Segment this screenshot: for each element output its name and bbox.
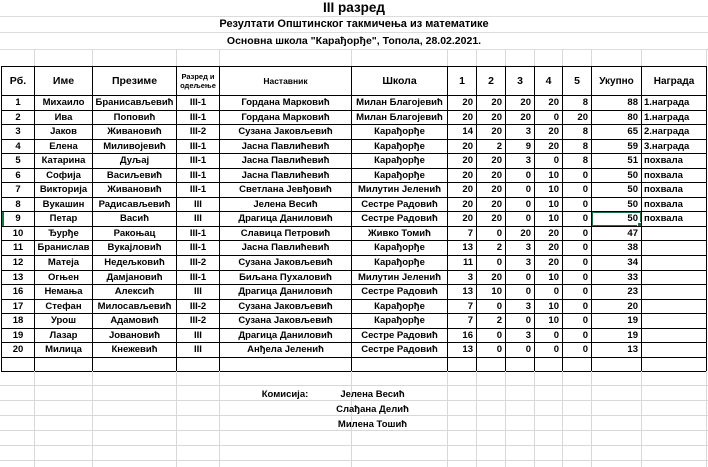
cell[interactable]: 20 xyxy=(535,226,563,241)
header-cell-skola[interactable]: Школа xyxy=(352,67,448,96)
cell[interactable]: Карађорђе xyxy=(352,241,448,256)
cell[interactable]: 0 xyxy=(477,343,506,358)
cell[interactable]: Недељковић xyxy=(93,256,177,271)
table-row xyxy=(2,314,707,329)
cell[interactable]: III-2 xyxy=(177,125,220,140)
cell[interactable]: Сузана Јаковљевић xyxy=(220,125,352,140)
cell[interactable]: 0 xyxy=(535,343,563,358)
cell[interactable]: 3.награда xyxy=(642,139,707,154)
cell[interactable]: Драгица Даниловић xyxy=(220,285,352,300)
cell[interactable]: 23 xyxy=(592,285,642,300)
header-cell-task2[interactable]: 2 xyxy=(477,67,506,96)
cell[interactable] xyxy=(93,357,177,372)
cell[interactable]: 0 xyxy=(506,343,535,358)
cell[interactable]: 20 xyxy=(477,183,506,198)
table-row xyxy=(2,110,707,125)
cell[interactable]: 80 xyxy=(592,110,642,125)
cell[interactable]: Дуљај xyxy=(93,154,177,169)
cell[interactable]: Радисављевић xyxy=(93,197,177,212)
cell[interactable] xyxy=(352,357,448,372)
cell[interactable]: Сестре Радовић xyxy=(352,343,448,358)
cell[interactable]: III-1 xyxy=(177,183,220,198)
cell[interactable]: 10 xyxy=(535,314,563,329)
cell[interactable]: 9 xyxy=(506,139,535,154)
cell[interactable]: Сузана Јаковљевић xyxy=(220,299,352,314)
cell[interactable]: Јовановић xyxy=(93,328,177,343)
cell[interactable]: Викторија xyxy=(35,183,93,198)
cell[interactable]: похвала xyxy=(642,168,707,183)
table-row xyxy=(2,125,707,140)
cell[interactable]: 7 xyxy=(448,299,477,314)
cell[interactable]: 20 xyxy=(448,96,477,111)
cell[interactable] xyxy=(563,357,592,372)
cell[interactable] xyxy=(642,270,707,285)
cell[interactable] xyxy=(535,357,563,372)
cell[interactable]: Сестре Радовић xyxy=(352,285,448,300)
cell[interactable]: Јасна Павлићевић xyxy=(220,154,352,169)
cell[interactable]: 3 xyxy=(506,328,535,343)
cell[interactable]: Кнежевић xyxy=(93,343,177,358)
cell[interactable]: 0 xyxy=(506,197,535,212)
cell[interactable]: Живко Томић xyxy=(352,226,448,241)
cell[interactable]: Миливојевић xyxy=(93,139,177,154)
cell[interactable]: Драгица Даниловић xyxy=(220,212,352,227)
results-body xyxy=(2,96,707,372)
cell[interactable]: 0 xyxy=(563,299,592,314)
cell[interactable] xyxy=(642,299,707,314)
row-number-cell[interactable]: 2 xyxy=(2,110,35,125)
cell[interactable]: Светлана Јевђовић xyxy=(220,183,352,198)
cell[interactable]: 0 xyxy=(563,285,592,300)
cell[interactable] xyxy=(2,357,35,372)
cell[interactable]: 34 xyxy=(592,256,642,271)
cell[interactable]: Васић xyxy=(93,212,177,227)
cell[interactable]: Петар xyxy=(35,212,93,227)
cell[interactable]: 0 xyxy=(477,299,506,314)
cell[interactable]: 0 xyxy=(477,328,506,343)
cell[interactable]: 7 xyxy=(448,314,477,329)
cell[interactable]: 8 xyxy=(563,154,592,169)
cell[interactable]: 0 xyxy=(563,270,592,285)
table-row xyxy=(2,96,707,111)
cell[interactable]: 20 xyxy=(592,299,642,314)
table-row xyxy=(2,139,707,154)
row-number-cell[interactable]: 5 xyxy=(2,154,35,169)
cell[interactable]: похвала xyxy=(642,183,707,198)
header-cell-task5[interactable]: 5 xyxy=(563,67,592,96)
cell[interactable]: 20 xyxy=(477,168,506,183)
cell[interactable]: Сестре Радовић xyxy=(352,328,448,343)
empty-grid-row xyxy=(0,50,708,66)
cell[interactable]: 0 xyxy=(563,314,592,329)
cell[interactable] xyxy=(592,357,642,372)
sheet-subtitle[interactable]: Резултати Општинског такмичења из математике xyxy=(0,17,708,33)
cell[interactable]: 3 xyxy=(506,125,535,140)
cell[interactable]: 20 xyxy=(506,96,535,111)
cell[interactable]: 0 xyxy=(506,212,535,227)
cell[interactable]: 20 xyxy=(477,270,506,285)
cell[interactable]: Михаило xyxy=(35,96,93,111)
cell[interactable]: III-2 xyxy=(177,314,220,329)
cell[interactable]: 2.награда xyxy=(642,125,707,140)
cell[interactable]: 0 xyxy=(563,241,592,256)
cell[interactable]: Милосављевић xyxy=(93,299,177,314)
row-number-cell[interactable]: 8 xyxy=(2,197,35,212)
header-cell-nastavnik[interactable]: Наставник xyxy=(220,67,352,96)
committee-member[interactable]: Јелена Весић xyxy=(340,389,405,400)
cell[interactable]: 19 xyxy=(592,328,642,343)
cell[interactable]: Софија xyxy=(35,168,93,183)
cell[interactable]: 0 xyxy=(506,168,535,183)
cell[interactable]: 20 xyxy=(535,139,563,154)
selected-cell[interactable]: 50 xyxy=(592,212,642,227)
cell[interactable]: 20 xyxy=(477,110,506,125)
sheet-title[interactable]: III разред xyxy=(0,0,708,17)
cell[interactable]: 3 xyxy=(506,256,535,271)
cell[interactable]: 0 xyxy=(477,226,506,241)
cell[interactable] xyxy=(642,314,707,329)
cell[interactable]: Сузана Јаковљевић xyxy=(220,256,352,271)
cell[interactable]: Бранислав xyxy=(35,241,93,256)
cell[interactable]: Живановић xyxy=(93,183,177,198)
cell[interactable]: Биљана Пухаловић xyxy=(220,270,352,285)
cell[interactable]: 13 xyxy=(448,343,477,358)
cell[interactable]: 20 xyxy=(448,139,477,154)
cell[interactable] xyxy=(642,285,707,300)
cell[interactable]: похвала xyxy=(642,154,707,169)
cell[interactable]: III-2 xyxy=(177,299,220,314)
cell[interactable]: 20 xyxy=(448,154,477,169)
cell[interactable]: 13 xyxy=(448,285,477,300)
cell[interactable]: III xyxy=(177,197,220,212)
cell[interactable]: 0 xyxy=(563,168,592,183)
cell[interactable]: Карађорђе xyxy=(352,154,448,169)
cell[interactable]: 0 xyxy=(506,314,535,329)
cell[interactable]: Јасна Павлићевић xyxy=(220,168,352,183)
cell[interactable]: Дамјановић xyxy=(93,270,177,285)
row-number-cell[interactable]: 20 xyxy=(2,343,35,358)
cell[interactable] xyxy=(220,357,352,372)
cell[interactable]: III xyxy=(177,343,220,358)
cell[interactable]: Вукашин xyxy=(35,197,93,212)
cell[interactable]: Јелена Весић xyxy=(220,197,352,212)
header-cell-ukupno[interactable]: Укупно xyxy=(592,67,642,96)
cell[interactable]: Живановић xyxy=(93,125,177,140)
cell[interactable]: 1.награда xyxy=(642,96,707,111)
cell[interactable]: Сузана Јаковљевић xyxy=(220,314,352,329)
cell[interactable]: 19 xyxy=(592,314,642,329)
table-row xyxy=(2,154,707,169)
row-number-cell[interactable]: 6 xyxy=(2,168,35,183)
cell[interactable]: 0 xyxy=(535,285,563,300)
cell[interactable]: Бранисављевић xyxy=(93,96,177,111)
cell[interactable]: 51 xyxy=(592,154,642,169)
cell[interactable] xyxy=(177,357,220,372)
row-number-cell[interactable]: 4 xyxy=(2,139,35,154)
cell[interactable]: Адамовић xyxy=(93,314,177,329)
cell[interactable]: Ива xyxy=(35,110,93,125)
row-number-cell[interactable]: 10 xyxy=(2,226,35,241)
cell[interactable]: 20 xyxy=(448,168,477,183)
cell[interactable]: 88 xyxy=(592,96,642,111)
cell[interactable]: Карађорђе xyxy=(352,314,448,329)
cell[interactable]: III-1 xyxy=(177,168,220,183)
row-number-cell[interactable]: 9 xyxy=(2,212,35,227)
cell[interactable]: 20 xyxy=(535,256,563,271)
cell[interactable]: Васиљевић xyxy=(93,168,177,183)
cell[interactable]: 10 xyxy=(477,285,506,300)
cell[interactable]: 3 xyxy=(506,241,535,256)
cell[interactable]: 10 xyxy=(535,299,563,314)
cell[interactable]: Јасна Павлићевић xyxy=(220,241,352,256)
row-number-cell[interactable]: 1 xyxy=(2,96,35,111)
cell[interactable]: 13 xyxy=(592,343,642,358)
cell[interactable]: 20 xyxy=(535,96,563,111)
empty-row xyxy=(2,357,707,372)
cell[interactable]: 0 xyxy=(535,110,563,125)
cell[interactable]: 0 xyxy=(563,256,592,271)
cell[interactable]: 2 xyxy=(477,241,506,256)
cell[interactable]: Гордана Марковић xyxy=(220,110,352,125)
header-cell-razred[interactable]: Разред и одељење xyxy=(177,67,220,96)
cell[interactable]: 20 xyxy=(448,110,477,125)
cell[interactable]: 10 xyxy=(535,270,563,285)
cell[interactable]: Катарина xyxy=(35,154,93,169)
cell[interactable]: 10 xyxy=(535,212,563,227)
cell[interactable]: Матеја xyxy=(35,256,93,271)
cell[interactable]: 0 xyxy=(563,343,592,358)
cell[interactable]: Стефан xyxy=(35,299,93,314)
cell[interactable]: 20 xyxy=(448,212,477,227)
cell[interactable]: 47 xyxy=(592,226,642,241)
table-row xyxy=(2,197,707,212)
cell[interactable] xyxy=(642,256,707,271)
cell[interactable]: 20 xyxy=(448,197,477,212)
row-number-cell[interactable]: 13 xyxy=(2,270,35,285)
cell[interactable]: 8 xyxy=(563,125,592,140)
cell[interactable]: 0 xyxy=(563,197,592,212)
header-cell-task1[interactable]: 1 xyxy=(448,67,477,96)
cell[interactable] xyxy=(642,226,707,241)
table-row xyxy=(2,256,707,271)
cell[interactable]: похвала xyxy=(642,197,707,212)
cell[interactable] xyxy=(642,357,707,372)
cell[interactable]: III-1 xyxy=(177,139,220,154)
row-number-cell[interactable]: 11 xyxy=(2,241,35,256)
cell[interactable]: 3 xyxy=(448,270,477,285)
cell[interactable]: Карађорђе xyxy=(352,125,448,140)
cell[interactable]: 20 xyxy=(506,110,535,125)
cell[interactable]: Вукајловић xyxy=(93,241,177,256)
table-row xyxy=(2,299,707,314)
cell[interactable]: 65 xyxy=(592,125,642,140)
committee-member[interactable]: Слађана Делић xyxy=(336,404,409,415)
cell[interactable]: 2 xyxy=(477,314,506,329)
row-number-cell[interactable]: 7 xyxy=(2,183,35,198)
cell[interactable]: 0 xyxy=(563,226,592,241)
cell[interactable]: 20 xyxy=(477,125,506,140)
cell[interactable]: Карађорђе xyxy=(352,299,448,314)
cell[interactable]: Ђурђе xyxy=(35,226,93,241)
cell[interactable]: 20 xyxy=(477,154,506,169)
cell[interactable]: 20 xyxy=(563,110,592,125)
cell[interactable]: 0 xyxy=(506,285,535,300)
cell[interactable]: 8 xyxy=(563,96,592,111)
cell[interactable]: Огњен xyxy=(35,270,93,285)
table-row xyxy=(2,343,707,358)
table-row xyxy=(2,328,707,343)
header-cell-rb[interactable]: Рб. xyxy=(2,67,35,96)
cell[interactable]: Милутин Јеленић xyxy=(352,270,448,285)
cell[interactable]: 20 xyxy=(477,212,506,227)
cell[interactable]: 1.награда xyxy=(642,110,707,125)
row-number-cell[interactable]: 18 xyxy=(2,314,35,329)
table-row xyxy=(2,270,707,285)
cell[interactable]: III-2 xyxy=(177,256,220,271)
cell[interactable] xyxy=(642,241,707,256)
header-cell-task3[interactable]: 3 xyxy=(506,67,535,96)
cell[interactable]: Милан Благојевић xyxy=(352,96,448,111)
cell[interactable]: Драгица Даниловић xyxy=(220,328,352,343)
header-cell-nagrada[interactable]: Награда xyxy=(642,67,707,96)
cell[interactable]: 50 xyxy=(592,168,642,183)
cell[interactable]: Поповић xyxy=(93,110,177,125)
row-number-cell[interactable]: 3 xyxy=(2,125,35,140)
cell[interactable]: Јасна Павлићевић xyxy=(220,139,352,154)
cell[interactable]: 20 xyxy=(535,241,563,256)
cell[interactable] xyxy=(35,357,93,372)
cell[interactable]: Немања xyxy=(35,285,93,300)
table-row xyxy=(2,183,707,198)
cell[interactable]: 10 xyxy=(535,168,563,183)
cell[interactable]: Урош xyxy=(35,314,93,329)
cell[interactable]: похвала xyxy=(642,212,707,227)
cell[interactable]: 7 xyxy=(448,226,477,241)
row-number-cell[interactable]: 16 xyxy=(2,285,35,300)
cell[interactable]: Милица xyxy=(35,343,93,358)
cell[interactable]: III-1 xyxy=(177,154,220,169)
cell[interactable] xyxy=(477,357,506,372)
cell[interactable]: III xyxy=(177,285,220,300)
cell[interactable]: Милутин Јеленић xyxy=(352,183,448,198)
cell[interactable]: III-1 xyxy=(177,226,220,241)
sheet-school-date[interactable]: Основна школа "Карађорђе", Топола, 28.02.2021. xyxy=(0,33,708,50)
header-cell-task4[interactable]: 4 xyxy=(535,67,563,96)
cell[interactable]: 50 xyxy=(592,183,642,198)
cell[interactable]: Елена xyxy=(35,139,93,154)
cell[interactable]: 0 xyxy=(563,328,592,343)
cell[interactable]: Сестре Радовић xyxy=(352,212,448,227)
results-table xyxy=(1,66,707,372)
cell[interactable]: Сестре Радовић xyxy=(352,197,448,212)
cell[interactable]: III-1 xyxy=(177,270,220,285)
cell[interactable]: III-1 xyxy=(177,241,220,256)
cell[interactable]: 20 xyxy=(448,183,477,198)
cell[interactable]: 16 xyxy=(448,328,477,343)
cell[interactable]: Карађорђе xyxy=(352,256,448,271)
cell[interactable]: 33 xyxy=(592,270,642,285)
cell[interactable]: 20 xyxy=(477,197,506,212)
cell[interactable]: 0 xyxy=(477,256,506,271)
cell[interactable]: 3 xyxy=(506,299,535,314)
header-cell-prezime[interactable]: Презиме xyxy=(93,67,177,96)
cell[interactable]: 20 xyxy=(535,125,563,140)
cell[interactable]: 59 xyxy=(592,139,642,154)
cell[interactable]: Карађорђе xyxy=(352,168,448,183)
cell[interactable]: 0 xyxy=(535,328,563,343)
cell[interactable]: 2 xyxy=(477,139,506,154)
cell[interactable]: 0 xyxy=(535,154,563,169)
committee-label[interactable]: Комисија: xyxy=(261,389,309,400)
cell[interactable]: 10 xyxy=(535,197,563,212)
cell[interactable]: Анђела Јеленић xyxy=(220,343,352,358)
table-row xyxy=(2,226,707,241)
cell[interactable] xyxy=(506,357,535,372)
cell[interactable]: 0 xyxy=(563,183,592,198)
cell[interactable]: 0 xyxy=(506,270,535,285)
table-row xyxy=(2,285,707,300)
cell[interactable]: III xyxy=(177,212,220,227)
cell[interactable]: 14 xyxy=(448,125,477,140)
cell[interactable]: Милан Благојевић xyxy=(352,110,448,125)
cell[interactable]: 13 xyxy=(448,241,477,256)
cell[interactable]: III-1 xyxy=(177,110,220,125)
cell[interactable] xyxy=(642,343,707,358)
cell[interactable]: 20 xyxy=(506,226,535,241)
cell[interactable]: 8 xyxy=(563,139,592,154)
committee-member[interactable]: Милена Тошић xyxy=(337,419,408,430)
table-row xyxy=(2,241,707,256)
footer-grid xyxy=(0,371,708,467)
cell[interactable]: 10 xyxy=(535,183,563,198)
cell[interactable]: Алексић xyxy=(93,285,177,300)
cell[interactable]: Ракоњац xyxy=(93,226,177,241)
cell[interactable]: III-1 xyxy=(177,96,220,111)
header-cell-ime[interactable]: Име xyxy=(35,67,93,96)
cell[interactable]: Лазар xyxy=(35,328,93,343)
cell[interactable]: III xyxy=(177,328,220,343)
cell[interactable]: 0 xyxy=(563,212,592,227)
cell[interactable]: Славица Петровић xyxy=(220,226,352,241)
cell[interactable]: 50 xyxy=(592,197,642,212)
cell[interactable]: 11 xyxy=(448,256,477,271)
row-number-cell[interactable]: 12 xyxy=(2,256,35,271)
cell[interactable] xyxy=(448,357,477,372)
table-row xyxy=(2,212,707,227)
row-number-cell[interactable]: 17 xyxy=(2,299,35,314)
cell[interactable]: 0 xyxy=(506,183,535,198)
cell[interactable]: Карађорђе xyxy=(352,139,448,154)
cell[interactable]: 38 xyxy=(592,241,642,256)
table-row xyxy=(2,168,707,183)
cell[interactable]: 3 xyxy=(506,154,535,169)
cell[interactable]: 20 xyxy=(477,96,506,111)
row-number-cell[interactable]: 19 xyxy=(2,328,35,343)
cell[interactable]: Гордана Марковић xyxy=(220,96,352,111)
header-row xyxy=(2,67,707,96)
cell[interactable]: Јаков xyxy=(35,125,93,140)
cell[interactable] xyxy=(642,328,707,343)
